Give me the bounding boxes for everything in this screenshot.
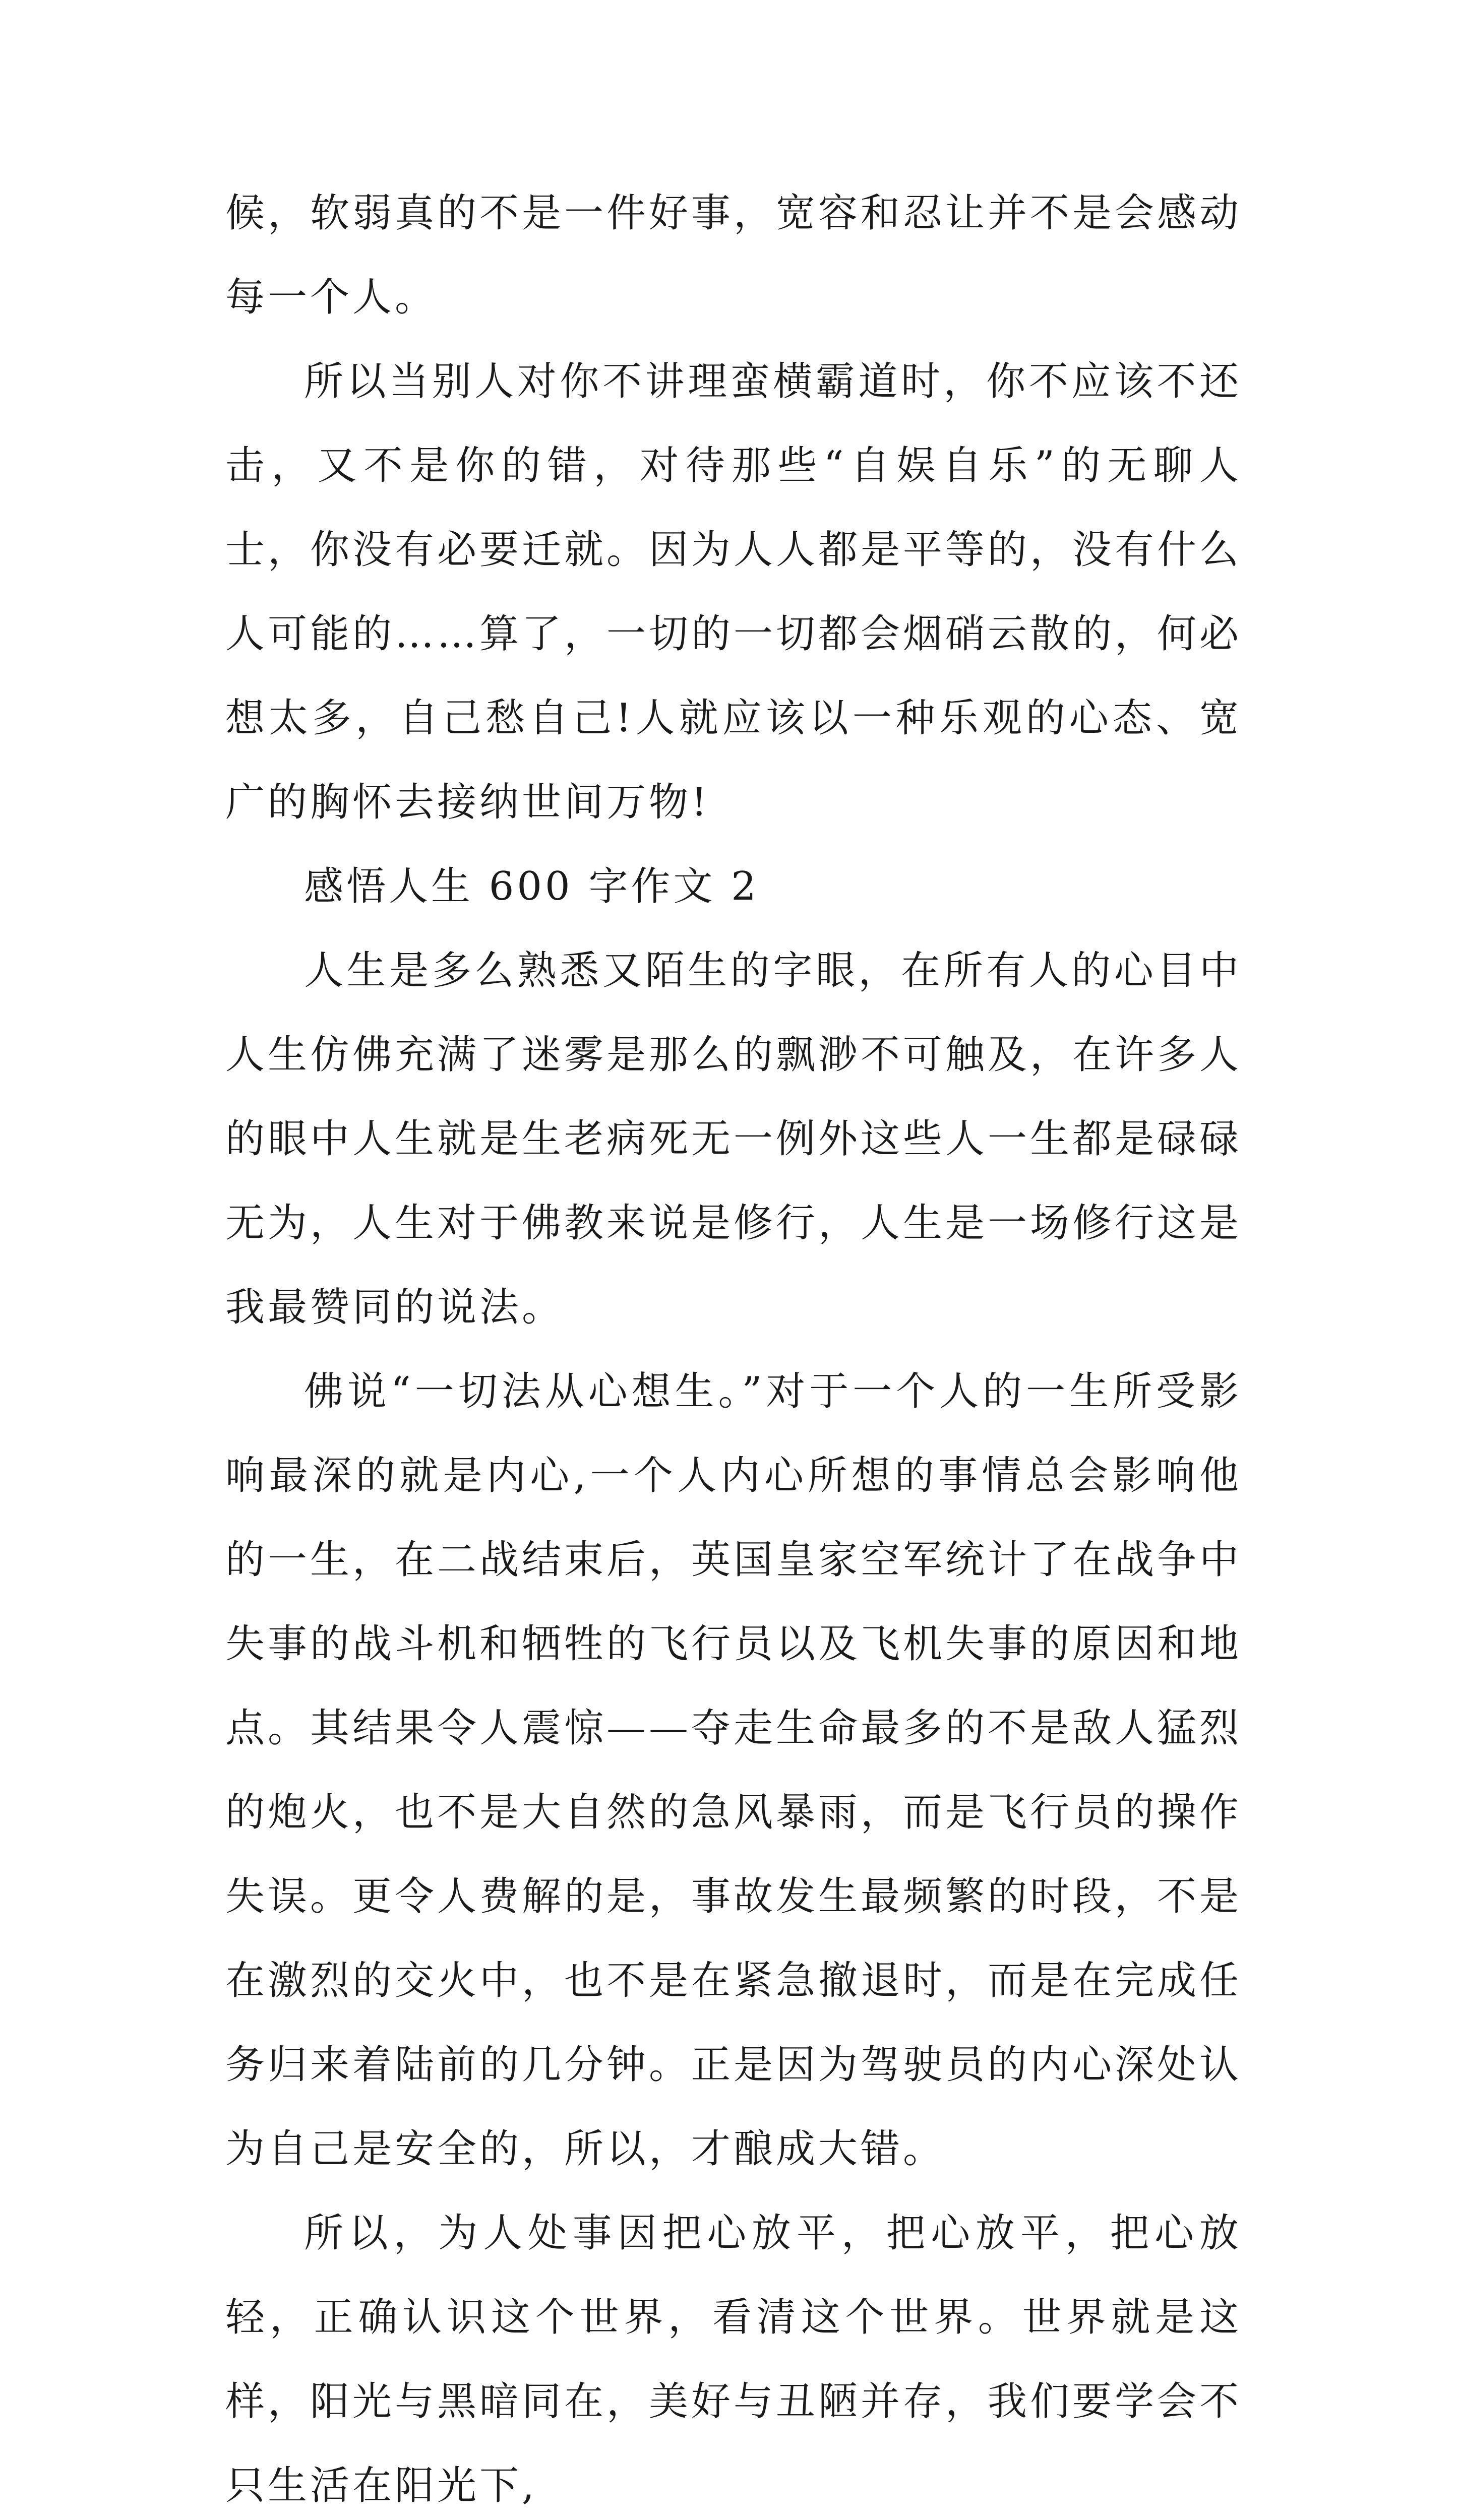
paragraph-3: 人生是多么熟悉又陌生的字眼，在所有人的心目中人生仿佛充满了迷雾是那么的飘渺不可触及，在许多人的眼中人生就是生老病死无一例外这些人一生都是碌碌无为，人生对于佛教来说是修行，人生是一场修行这是我最赞同的说法。 xyxy=(225,948,1242,1330)
paragraph-4: 佛说“一切法从心想生。”对于一个人的一生所受影响最深的就是内心,一个人内心所想的事情总会影响他的一生，在二战结束后，英国皇家空军统计了在战争中失事的战斗机和牺牲的飞行员以及飞机失事的原因和地点。其结果令人震惊——夺走生命最多的不是敌人猛烈的炮火，也不是大自然的急风暴雨，而是飞行员的操作失误。更令人费解的是，事故发生最频繁的时段，不是在激烈的交火中，也不是在紧急撤退时，而是在完成任务归来着陆前的几分钟。正是因为驾驶员的内心深处认为自己是安全的，所以，才酿成大错。 xyxy=(225,1369,1242,2172)
section-heading: 感悟人生 600 字作文 2 xyxy=(304,864,759,909)
paragraph-5: 所以，为人处事因把心放平，把心放平，把心放轻，正确认识这个世界，看清这个世界。世界就是这样，阳光与黑暗同在，美好与丑陋并存，我们要学会不只生活在阳光下, xyxy=(225,2211,1242,2508)
paragraph-2: 所以当别人对你不讲理蛮横霸道时，你不应该不还击，又不是你的错，对待那些“自娱自乐”的无聊人士，你没有必要迁就。因为人人都是平等的，没有什么人可能的……算了，一切的一切都会烟硝云散的，何必想太多，自己愁自己!人就应该以一种乐观的心态、宽广的胸怀去接纳世间万物! xyxy=(225,359,1242,825)
paragraph-1: 候，软弱真的不是一件好事，宽容和忍让并不是会感动每一个人。 xyxy=(225,191,1242,320)
document-body xyxy=(225,171,1242,2520)
